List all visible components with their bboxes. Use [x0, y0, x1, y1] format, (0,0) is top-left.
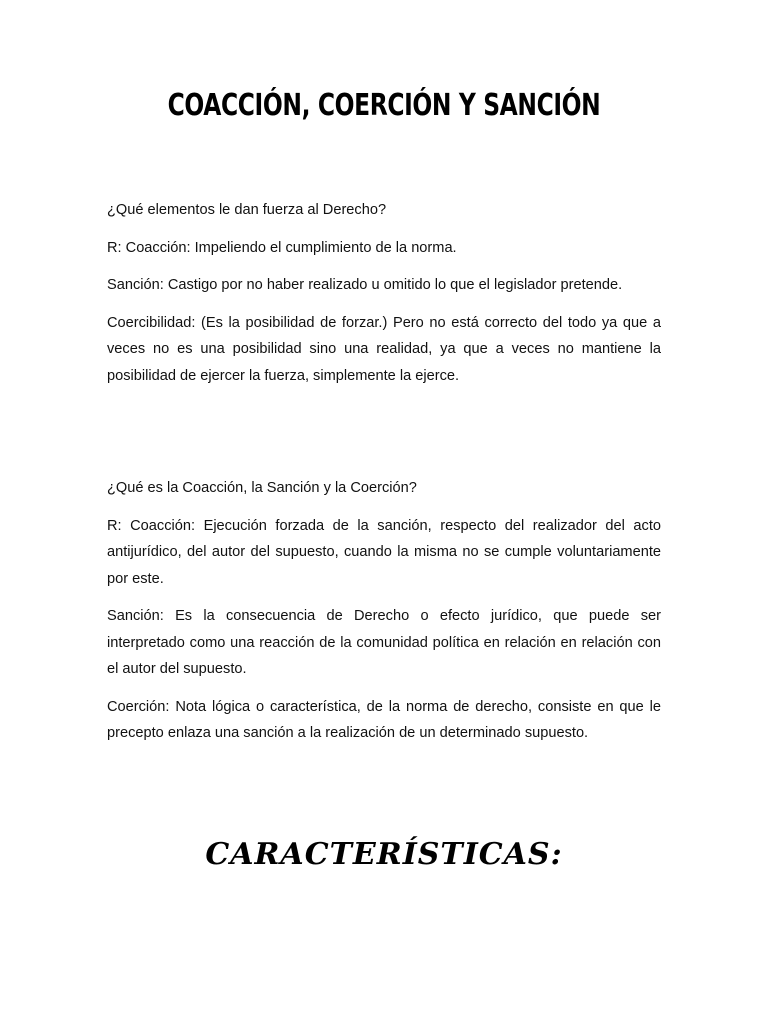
section-spacer	[107, 400, 661, 475]
question-2: ¿Qué es la Coacción, la Sanción y la Coerción?	[107, 480, 417, 496]
paragraph-coaccion-1: R: Coacción: Impeliendo el cumplimiento de la norma.	[107, 239, 457, 256]
page-title: COACCIÓN, COERCIÓN Y SANCIÓN	[167, 88, 601, 123]
question-1: ¿Qué elementos le dan fuerza al Derecho?	[107, 202, 387, 218]
characteristics-heading: CARACTERÍSTICAS:	[205, 837, 563, 872]
paragraph-coaccion-2: R: Coacción: Ejecución forzada de la sanción, respecto del realizador del acto antijurídico, del autor del supuesto, cuando la misma no se cumple voluntariamente por este.	[107, 517, 661, 587]
paragraph-coercion: Coerción: Nota lógica o característica, de la norma de derecho, consiste en que le precepto enlaza una sanción a la realización de un determinado supuesto.	[107, 698, 661, 741]
paragraph-coercibilidad: Coercibilidad: (Es la posibilidad de forzar.) Pero no está correcto del todo ya que a veces no es una posibilidad sino una realidad, ya que a veces no mantiene la posibilidad de ejercer la fuerza, simplemente la ejerce.	[107, 314, 661, 384]
paragraph-sancion-2: Sanción: Es la consecuencia de Derecho o efecto jurídico, que puede ser interpretado como una reacción de la comunidad política en relación en relación con el autor del supuesto.	[107, 608, 661, 677]
paragraph-sancion-1: Sanción: Castigo por no haber realizado u omitido lo que el legislador pretende.	[107, 277, 623, 293]
document-body	[107, 197, 661, 758]
